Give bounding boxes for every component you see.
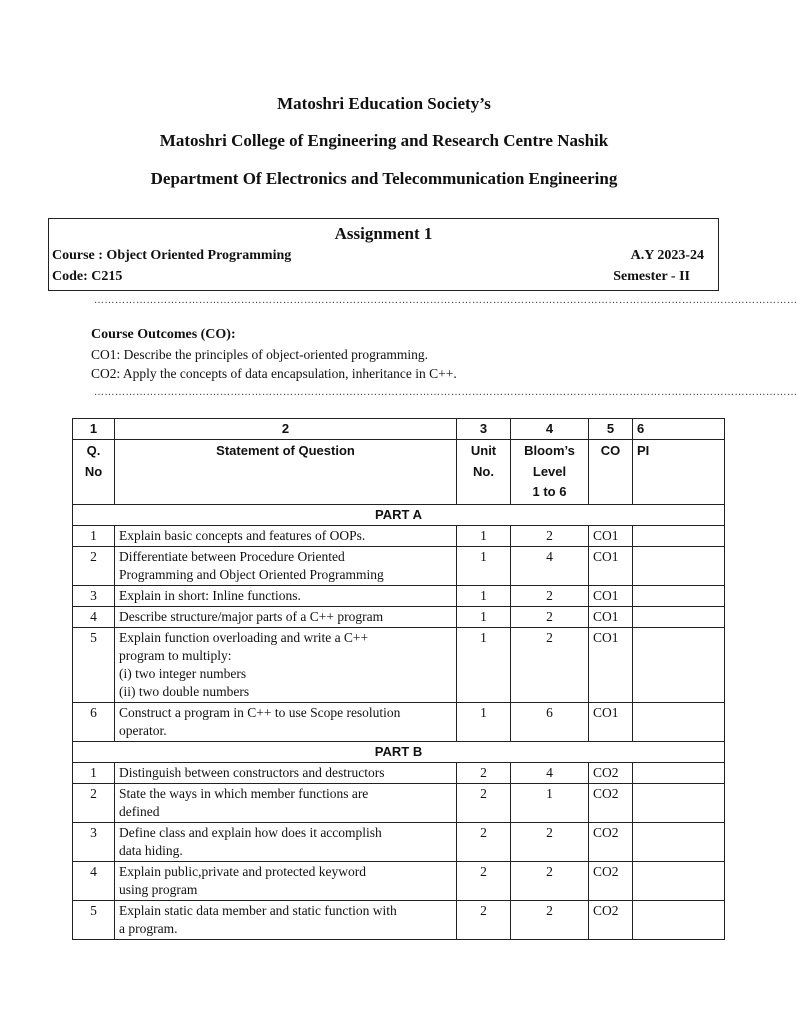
table-row bbox=[73, 702, 725, 741]
pi-value bbox=[633, 783, 725, 822]
question-line: Explain in short: Inline functions. bbox=[119, 587, 301, 603]
bloom-level: 2 bbox=[511, 900, 589, 939]
part-row bbox=[73, 504, 725, 525]
assignment-info-box bbox=[48, 218, 719, 291]
header-unit bbox=[457, 440, 511, 505]
course-outcome: CO2 bbox=[589, 822, 633, 861]
question-number: 2 bbox=[73, 783, 115, 822]
question-line: Define class and explain how does it accomplish bbox=[119, 824, 382, 840]
question-line: operator. bbox=[119, 722, 167, 738]
bloom-level: 4 bbox=[511, 546, 589, 585]
col-number: 3 bbox=[457, 419, 511, 440]
question-number: 3 bbox=[73, 585, 115, 606]
unit-number: 2 bbox=[457, 900, 511, 939]
course-outcome-1: CO1: Describe the principles of object-oriented programming. bbox=[91, 347, 429, 362]
header-unit-line: Unit bbox=[470, 443, 497, 458]
question-statement bbox=[115, 900, 457, 939]
pi-value bbox=[633, 861, 725, 900]
header-row bbox=[73, 440, 725, 505]
question-line: Distinguish between constructors and destructors bbox=[119, 764, 385, 780]
question-number: 1 bbox=[73, 762, 115, 783]
header-bloom bbox=[511, 440, 589, 505]
pi-value bbox=[633, 585, 725, 606]
course-outcome: CO1 bbox=[589, 702, 633, 741]
table-row bbox=[73, 627, 725, 702]
table-row bbox=[73, 525, 725, 546]
unit-number: 2 bbox=[457, 822, 511, 861]
question-statement bbox=[115, 546, 457, 585]
question-number: 1 bbox=[73, 525, 115, 546]
question-statement bbox=[115, 585, 457, 606]
question-number: 6 bbox=[73, 702, 115, 741]
table-row bbox=[73, 585, 725, 606]
header-bloom-line: Bloom’s bbox=[524, 443, 575, 458]
bloom-level: 2 bbox=[511, 627, 589, 702]
part-label: PART B bbox=[73, 741, 725, 762]
assignment-title: Assignment 1 bbox=[334, 224, 433, 243]
question-line: Explain basic concepts and features of OOPs. bbox=[119, 527, 366, 543]
pi-value bbox=[633, 546, 725, 585]
unit-number: 1 bbox=[457, 606, 511, 627]
course-outcome: CO1 bbox=[589, 585, 633, 606]
question-line: (i) two integer numbers bbox=[119, 665, 247, 681]
header-statement: Statement of Question bbox=[115, 440, 457, 505]
header-co: CO bbox=[589, 440, 633, 505]
part-label: PART A bbox=[73, 504, 725, 525]
question-number: 3 bbox=[73, 822, 115, 861]
unit-number: 1 bbox=[457, 627, 511, 702]
question-statement bbox=[115, 822, 457, 861]
question-line: Explain public,private and protected keyword bbox=[119, 863, 367, 879]
table-row bbox=[73, 900, 725, 939]
bloom-level: 2 bbox=[511, 606, 589, 627]
dotted-separator-top: ………………………………………………………………………………………………………………………………………………………………………………… bbox=[94, 295, 798, 306]
table-row bbox=[73, 606, 725, 627]
header-bloom-line: Level bbox=[532, 463, 567, 479]
question-line: Describe structure/major parts of a C++ program bbox=[119, 608, 384, 624]
bloom-level: 2 bbox=[511, 585, 589, 606]
question-statement bbox=[115, 783, 457, 822]
question-number: 5 bbox=[73, 900, 115, 939]
college-name: Matoshri College of Engineering and Research Centre Nashik bbox=[159, 131, 609, 150]
pi-value bbox=[633, 762, 725, 783]
question-line: Construct a program in C++ to use Scope resolution bbox=[119, 704, 401, 720]
question-statement bbox=[115, 702, 457, 741]
unit-number: 2 bbox=[457, 762, 511, 783]
course-outcome: CO1 bbox=[589, 525, 633, 546]
header-unit-line: No. bbox=[473, 463, 494, 479]
course-outcome: CO2 bbox=[589, 762, 633, 783]
bloom-level: 6 bbox=[511, 702, 589, 741]
table-row bbox=[73, 822, 725, 861]
header-qno-line: No bbox=[84, 463, 103, 479]
course-outcome: CO2 bbox=[589, 783, 633, 822]
pi-value bbox=[633, 606, 725, 627]
table-row bbox=[73, 762, 725, 783]
course-outcome: CO2 bbox=[589, 900, 633, 939]
question-line: Explain static data member and static function with bbox=[119, 902, 397, 918]
pi-value bbox=[633, 822, 725, 861]
unit-number: 1 bbox=[457, 585, 511, 606]
bloom-level: 2 bbox=[511, 861, 589, 900]
course-outcomes-title: Course Outcomes (CO): bbox=[91, 327, 236, 342]
question-line: (ii) two double numbers bbox=[119, 683, 250, 699]
unit-number: 1 bbox=[457, 525, 511, 546]
question-statement bbox=[115, 627, 457, 702]
col-number: 4 bbox=[511, 419, 589, 440]
course-outcome: CO1 bbox=[589, 606, 633, 627]
academic-year: A.Y 2023-24 bbox=[630, 248, 704, 263]
question-statement bbox=[115, 861, 457, 900]
unit-number: 2 bbox=[457, 783, 511, 822]
col-number: 1 bbox=[73, 419, 115, 440]
question-line: State the ways in which member functions are bbox=[119, 785, 369, 801]
table-row bbox=[73, 861, 725, 900]
course-code: Code: C215 bbox=[52, 269, 123, 284]
semester: Semester - II bbox=[613, 269, 690, 284]
bloom-level: 4 bbox=[511, 762, 589, 783]
question-statement bbox=[115, 606, 457, 627]
bloom-level: 1 bbox=[511, 783, 589, 822]
course-outcome: CO1 bbox=[589, 546, 633, 585]
course-outcome-2: CO2: Apply the concepts of data encapsulation, inheritance in C++. bbox=[91, 366, 457, 381]
question-line: Programming and Object Oriented Programming bbox=[119, 566, 384, 582]
table-row bbox=[73, 783, 725, 822]
question-number: 5 bbox=[73, 627, 115, 702]
question-line: defined bbox=[119, 803, 160, 819]
question-statement bbox=[115, 525, 457, 546]
bloom-level: 2 bbox=[511, 822, 589, 861]
header-bloom-line: 1 to 6 bbox=[532, 484, 567, 499]
unit-number: 1 bbox=[457, 546, 511, 585]
society-name: Matoshri Education Society’s bbox=[277, 94, 491, 113]
course-name: Course : Object Oriented Programming bbox=[52, 248, 292, 263]
column-number-row bbox=[73, 419, 725, 440]
header-qno-line: Q. bbox=[86, 443, 101, 458]
question-number: 4 bbox=[73, 861, 115, 900]
unit-number: 2 bbox=[457, 861, 511, 900]
question-line: Differentiate between Procedure Oriented bbox=[119, 548, 345, 564]
pi-value bbox=[633, 900, 725, 939]
question-line: Explain function overloading and write a C++ bbox=[119, 629, 369, 645]
pi-value bbox=[633, 702, 725, 741]
dotted-separator-bottom: ………………………………………………………………………………………………………………………………………………………………………………… bbox=[94, 387, 798, 398]
pi-value bbox=[633, 627, 725, 702]
question-table bbox=[72, 418, 725, 940]
question-line: program to multiply: bbox=[119, 647, 232, 663]
course-outcome: CO1 bbox=[589, 627, 633, 702]
question-number: 2 bbox=[73, 546, 115, 585]
table-row bbox=[73, 546, 725, 585]
header-pi: PI bbox=[633, 440, 725, 505]
col-number: 5 bbox=[589, 419, 633, 440]
col-number: 6 bbox=[633, 419, 725, 440]
col-number: 2 bbox=[115, 419, 457, 440]
pi-value bbox=[633, 525, 725, 546]
question-line: data hiding. bbox=[119, 842, 183, 858]
question-line: a program. bbox=[119, 920, 178, 936]
unit-number: 1 bbox=[457, 702, 511, 741]
bloom-level: 2 bbox=[511, 525, 589, 546]
header-qno bbox=[73, 440, 115, 505]
question-number: 4 bbox=[73, 606, 115, 627]
course-outcome: CO2 bbox=[589, 861, 633, 900]
part-row bbox=[73, 741, 725, 762]
question-line: using program bbox=[119, 881, 198, 897]
department-name: Department Of Electronics and Telecommunication Engineering bbox=[150, 169, 618, 188]
question-statement bbox=[115, 762, 457, 783]
